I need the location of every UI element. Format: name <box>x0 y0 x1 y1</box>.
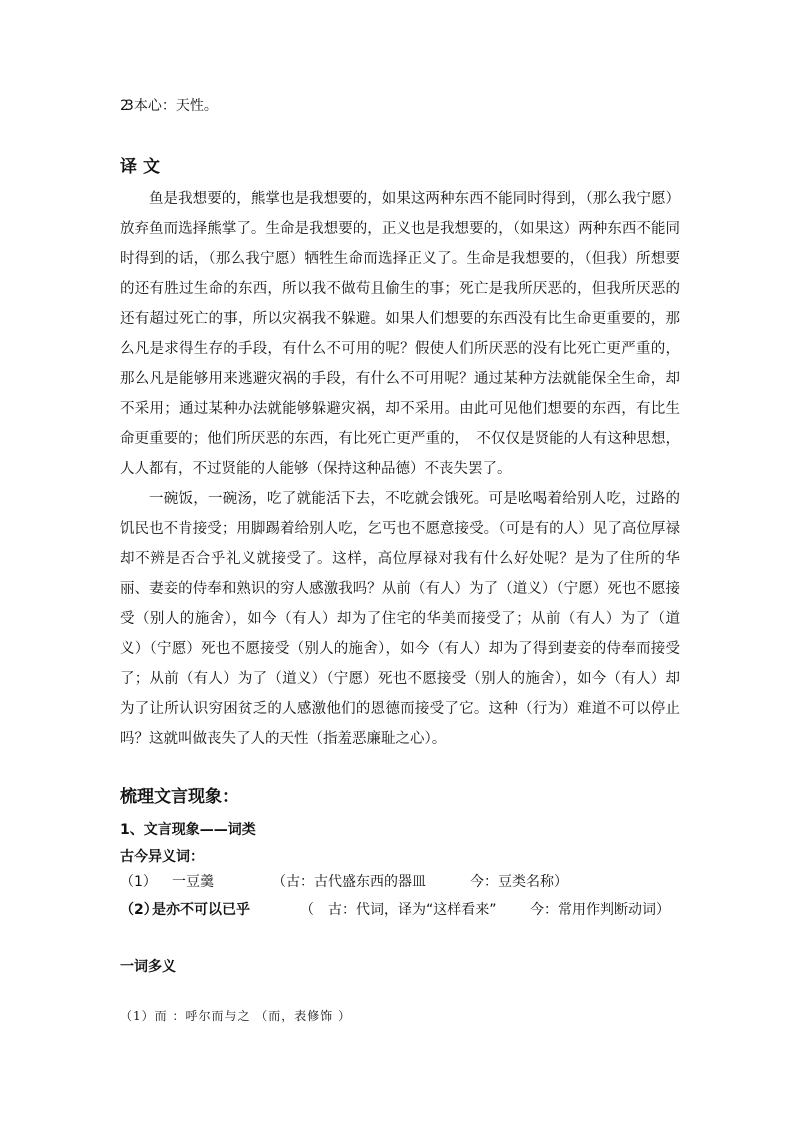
gujin-item-ancient: （古：古代盛东西的器皿 <box>272 874 426 890</box>
gujin-item-1 <box>120 872 568 892</box>
footnote-number: 23 <box>120 98 130 114</box>
footnote-text: 本心：天性。 <box>133 98 218 114</box>
footnote-23 <box>120 96 218 116</box>
gujin-item-modern: 今：豆类名称） <box>470 874 568 890</box>
summary-heading: 梳理文言现象： <box>120 787 239 807</box>
gujin-heading: 古今异义词： <box>120 849 204 865</box>
summary-subheading: 1、文言现象——词类 <box>120 822 256 838</box>
gujin-item-number: （1） <box>120 874 157 890</box>
gujin-item-number: （2） <box>120 902 158 918</box>
gujin-item-modern: 今：常用作判断动词） <box>530 902 670 918</box>
gujin-item-2 <box>120 900 670 920</box>
translation-paragraph-2: 一碗饭，一碗汤，吃了就能活下去，不吃就会饿死。可是吆喝着给别人吃，过路的饥民也不肯接受；用脚踢着给别人吃，乞丐也不愿意接受。（可是有的人）见了高位厚禄却不辨是否合乎礼义就接受了。这样，高位厚禄对我有什么好处呢？是为了住所的华丽、妻妾的侍奉和熟识的穷人感激我吗？从前（有人）为了（道义）（宁愿）死也不愿接受（别人的施舍），如今（有人）却为了住宅的华美而接受了；从前（有人）为了（道义）（宁愿）死也不愿接受（别人的施舍），如今（有人）却为了得到妻妾的侍奉而接受了；从前（有人）为了（道义）（宁愿）死也不愿接受（别人的施舍），如今（有人）却为了让所认识穷困贫乏的人感激他们的恩德而接受了它。这种（行为）难道不可以停止吗？这就叫做丧失了人的天性（指羞恶廉耻之心）。 <box>120 491 680 747</box>
translation-heading: 译文 <box>120 157 166 177</box>
translation-paragraph-1: 鱼是我想要的，熊掌也是我想要的，如果这两种东西不能同时得到，（那么我宁愿）放弃鱼而选择熊掌了。生命是我想要的，正义也是我想要的，（如果这）两种东西不能同时得到的话，（那么我宁愿）牺牲生命而选择正义了。生命是我想要的，（但我）所想要的还有胜过生命的东西，所以我不做苟且偷生的事；死亡是我所厌恶的，但我所厌恶的还有超过死亡的事，所以灾祸我不躲避。如果人们想要的东西没有比生命更重要的，那么凡是求得生存的手段，有什么不可用的呢？假使人们所厌恶的没有比死亡更严重的，那么凡是能够用来逃避灾祸的手段，有什么不可用呢？通过某种方法就能保全生命，却不采用；通过某种办法就能够躲避灾祸，却不采用。由此可见他们想要的东西，有比生命更重要的；他们所厌恶的东西，有比死亡更严重的， 不仅仅是贤能的人有这种思想，人人都有，不过贤能的人能够（保持这种品德）不丧失罢了。 <box>120 191 680 477</box>
gujin-item-word: 是亦不可以已乎 <box>152 902 250 918</box>
gujin-item-word: 一豆羹 <box>172 874 214 890</box>
duoyi-item-1: （1）而 ：呼尔而与之 （而，表修饰 ） <box>120 1009 352 1023</box>
gujin-item-ancient: （ 古：代词，译为“这样看来” <box>300 902 497 918</box>
duoyi-heading: 一词多义 <box>120 959 176 975</box>
